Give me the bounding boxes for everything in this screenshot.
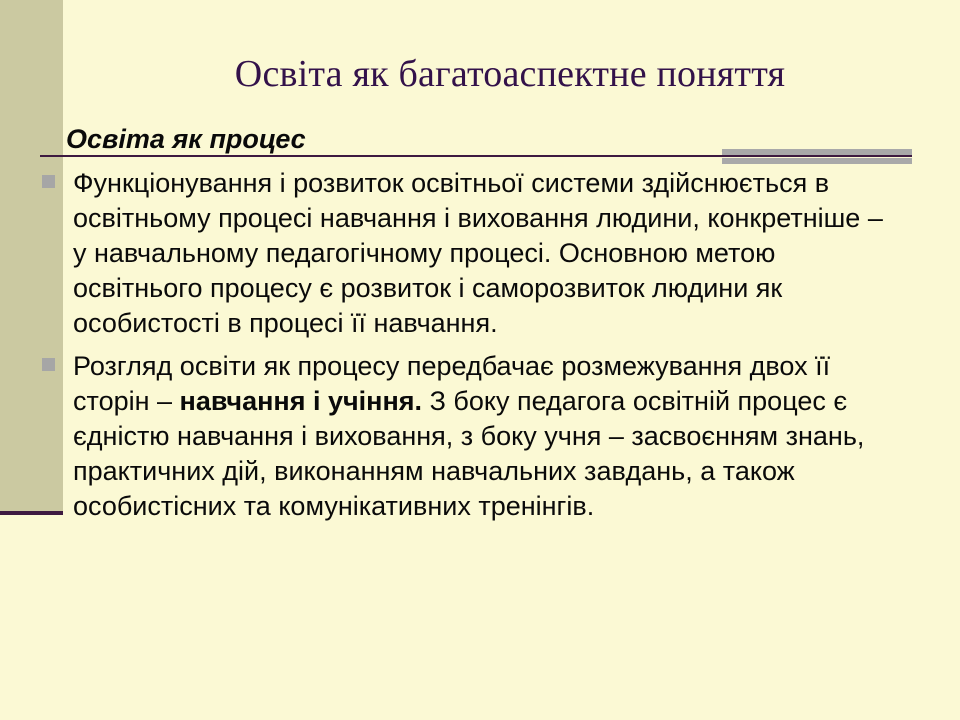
separator-rule (40, 155, 912, 157)
slide-subtitle: Освіта як процес (66, 124, 306, 154)
bullet-item-2 (40, 349, 900, 524)
accent-rule-lower (722, 158, 912, 164)
bullet-2-text-after: З боку педагога освітній процес є єдністю навчання і виховання, з боку учня – засвоєнням знань, практичних дій, виконанням навчальних завдань, а також особистісних та комунікативних тренінгів. (73, 386, 865, 521)
bullet-2-text-before: Розгляд освіти як процесу передбачає розмежування двох її сторін – (73, 351, 831, 416)
square-bullet-icon (42, 358, 55, 371)
slide-title: Освіта як багатоаспектне поняття (234, 53, 786, 95)
bullet-list (40, 166, 900, 532)
bullet-1-text: Функціонування і розвиток освітньої системи здійснюється в освітньому процесі навчання і виховання людини, конкретніше – у навчальному педагогічному процесі. Основною метою освітнього процесу є розвиток і саморозвиток людини як особистості в процесі її навчання. (73, 168, 883, 338)
bullet-2-text-bold: навчання і учіння. (179, 386, 423, 416)
square-bullet-icon (42, 175, 55, 188)
bullet-item-1 (40, 166, 900, 341)
